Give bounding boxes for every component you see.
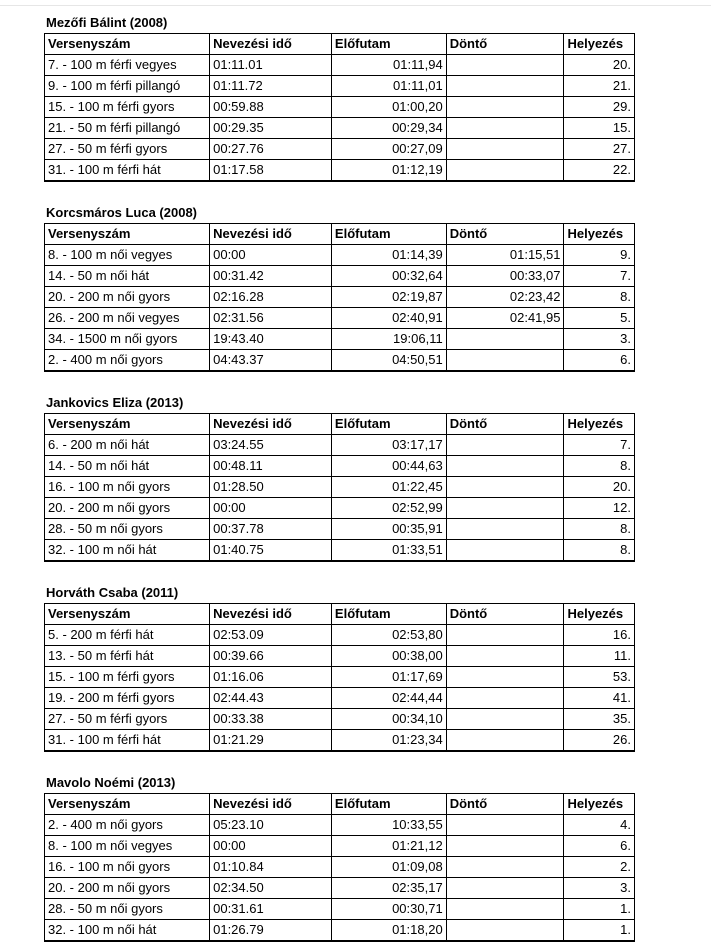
entry-time-cell: 00:27.76 [210,139,332,160]
entry-time-cell: 01:28.50 [210,477,332,498]
event-cell: 32. - 100 m női hát [45,540,210,562]
heat-cell: 02:35,17 [331,878,446,899]
results-table [44,33,635,182]
column-header-event: Versenyszám [45,224,210,245]
final-cell: 02:41,95 [446,308,564,329]
swimmer-section [44,12,635,182]
table-row [45,646,635,667]
entry-time-cell: 01:26.79 [210,920,332,942]
column-header-final: Döntő [446,414,564,435]
swimmer-section [44,392,635,562]
heat-cell: 00:35,91 [331,519,446,540]
place-cell: 27. [564,139,635,160]
final-cell [446,139,564,160]
heat-cell: 00:27,09 [331,139,446,160]
column-header-place: Helyezés [564,34,635,55]
results-table [44,793,635,942]
place-cell: 21. [564,76,635,97]
swimmer-section [44,772,635,942]
place-cell: 11. [564,646,635,667]
column-header-place: Helyezés [564,224,635,245]
event-cell: 14. - 50 m női hát [45,456,210,477]
event-cell: 27. - 50 m férfi gyors [45,139,210,160]
entry-time-cell: 00:37.78 [210,519,332,540]
swimmer-section [44,582,635,752]
heat-cell: 02:19,87 [331,287,446,308]
heat-cell: 01:33,51 [331,540,446,562]
table-row [45,730,635,752]
final-cell [446,97,564,118]
entry-time-cell: 00:00 [210,245,332,266]
heat-cell: 00:29,34 [331,118,446,139]
event-cell: 34. - 1500 m női gyors [45,329,210,350]
heat-cell: 00:32,64 [331,266,446,287]
final-cell [446,646,564,667]
place-cell: 6. [564,836,635,857]
entry-time-cell: 00:59.88 [210,97,332,118]
final-cell [446,118,564,139]
place-cell: 20. [564,477,635,498]
swimmer-name-title: Korcsmáros Luca (2008) [46,205,198,220]
heat-cell: 01:22,45 [331,477,446,498]
event-cell: 16. - 100 m női gyors [45,477,210,498]
entry-time-cell: 00:00 [210,836,332,857]
event-cell: 6. - 200 m női hát [45,435,210,456]
event-cell: 31. - 100 m férfi hát [45,730,210,752]
heat-cell: 02:40,91 [331,308,446,329]
place-cell: 3. [564,329,635,350]
heat-cell: 01:12,19 [331,160,446,182]
column-header-heat: Előfutam [331,794,446,815]
results-table [44,603,635,752]
column-header-final: Döntő [446,794,564,815]
final-cell [446,477,564,498]
event-cell: 2. - 400 m női gyors [45,350,210,372]
event-cell: 21. - 50 m férfi pillangó [45,118,210,139]
final-cell [446,857,564,878]
table-row [45,456,635,477]
column-header-heat: Előfutam [331,604,446,625]
heat-cell: 01:21,12 [331,836,446,857]
heat-cell: 00:44,63 [331,456,446,477]
entry-time-cell: 04:43.37 [210,350,332,372]
header-row [45,794,635,815]
event-cell: 9. - 100 m férfi pillangó [45,76,210,97]
heat-cell: 03:17,17 [331,435,446,456]
entry-time-cell: 01:40.75 [210,540,332,562]
final-cell [446,350,564,372]
final-cell: 01:15,51 [446,245,564,266]
place-cell: 15. [564,118,635,139]
entry-time-cell: 01:17.58 [210,160,332,182]
column-header-final: Döntő [446,604,564,625]
event-cell: 27. - 50 m férfi gyors [45,709,210,730]
entry-time-cell: 01:16.06 [210,667,332,688]
event-cell: 15. - 100 m férfi gyors [45,97,210,118]
table-row [45,540,635,562]
place-cell: 20. [564,55,635,76]
heat-cell: 00:38,00 [331,646,446,667]
entry-time-cell: 01:11.01 [210,55,332,76]
entry-time-cell: 01:10.84 [210,857,332,878]
final-cell [446,329,564,350]
final-cell [446,456,564,477]
place-cell: 6. [564,350,635,372]
heat-cell: 00:30,71 [331,899,446,920]
entry-time-cell: 00:31.61 [210,899,332,920]
place-cell: 35. [564,709,635,730]
swimmer-name-title: Mavolo Noémi (2013) [46,775,176,790]
final-cell [446,836,564,857]
place-cell: 22. [564,160,635,182]
column-header-event: Versenyszám [45,604,210,625]
column-header-entry-time: Nevezési idő [210,604,332,625]
entry-time-cell: 00:39.66 [210,646,332,667]
final-cell [446,709,564,730]
table-row [45,688,635,709]
swimmer-section [44,202,635,372]
final-cell: 02:23,42 [446,287,564,308]
column-header-event: Versenyszám [45,794,210,815]
event-cell: 20. - 200 m női gyors [45,878,210,899]
final-cell: 00:33,07 [446,266,564,287]
table-row [45,667,635,688]
heat-cell: 00:34,10 [331,709,446,730]
column-header-place: Helyezés [564,794,635,815]
heat-cell: 01:00,20 [331,97,446,118]
event-cell: 19. - 200 m férfi gyors [45,688,210,709]
place-cell: 16. [564,625,635,646]
column-header-event: Versenyszám [45,34,210,55]
place-cell: 4. [564,815,635,836]
event-cell: 31. - 100 m férfi hát [45,160,210,182]
table-row [45,878,635,899]
table-row [45,55,635,76]
entry-time-cell: 19:43.40 [210,329,332,350]
entry-time-cell: 00:48.11 [210,456,332,477]
event-cell: 13. - 50 m férfi hát [45,646,210,667]
final-cell [446,435,564,456]
entry-time-cell: 00:00 [210,498,332,519]
place-cell: 1. [564,899,635,920]
header-row [45,604,635,625]
entry-time-cell: 01:21.29 [210,730,332,752]
heat-cell: 02:52,99 [331,498,446,519]
column-header-heat: Előfutam [331,414,446,435]
place-cell: 2. [564,857,635,878]
event-cell: 2. - 400 m női gyors [45,815,210,836]
heat-cell: 01:09,08 [331,857,446,878]
event-cell: 16. - 100 m női gyors [45,857,210,878]
table-row [45,287,635,308]
column-header-entry-time: Nevezési idő [210,34,332,55]
table-row [45,625,635,646]
table-row [45,308,635,329]
place-cell: 53. [564,667,635,688]
final-cell [446,899,564,920]
final-cell [446,878,564,899]
table-row [45,519,635,540]
header-row [45,34,635,55]
event-cell: 20. - 200 m női gyors [45,287,210,308]
place-cell: 8. [564,287,635,308]
heat-cell: 01:11,01 [331,76,446,97]
heat-cell: 01:11,94 [331,55,446,76]
swimmer-name-title: Horváth Csaba (2011) [46,585,179,600]
header-row [45,414,635,435]
final-cell [446,160,564,182]
table-row [45,709,635,730]
final-cell [446,730,564,752]
final-cell [446,519,564,540]
place-cell: 29. [564,97,635,118]
heat-cell: 10:33,55 [331,815,446,836]
place-cell: 41. [564,688,635,709]
event-cell: 28. - 50 m női gyors [45,519,210,540]
event-cell: 20. - 200 m női gyors [45,498,210,519]
place-cell: 8. [564,456,635,477]
place-cell: 7. [564,266,635,287]
table-row [45,920,635,942]
entry-time-cell: 00:29.35 [210,118,332,139]
table-row [45,857,635,878]
column-header-place: Helyezés [564,414,635,435]
final-cell [446,76,564,97]
final-cell [446,920,564,942]
table-row [45,477,635,498]
heat-cell: 02:44,44 [331,688,446,709]
column-header-entry-time: Nevezési idő [210,794,332,815]
event-cell: 14. - 50 m női hát [45,266,210,287]
table-row [45,329,635,350]
heat-cell: 01:17,69 [331,667,446,688]
final-cell [446,540,564,562]
event-cell: 32. - 100 m női hát [45,920,210,942]
swimmer-name-title: Mezőfi Bálint (2008) [46,15,168,30]
event-cell: 26. - 200 m női vegyes [45,308,210,329]
table-row [45,118,635,139]
entry-time-cell: 02:16.28 [210,287,332,308]
place-cell: 9. [564,245,635,266]
results-table [44,223,635,372]
event-cell: 28. - 50 m női gyors [45,899,210,920]
heat-cell: 04:50,51 [331,350,446,372]
entry-time-cell: 01:11.72 [210,76,332,97]
table-row [45,435,635,456]
event-cell: 5. - 200 m férfi hát [45,625,210,646]
final-cell [446,688,564,709]
heat-cell: 19:06,11 [331,329,446,350]
place-cell: 26. [564,730,635,752]
column-header-heat: Előfutam [331,34,446,55]
table-row [45,245,635,266]
results-table [44,413,635,562]
column-header-entry-time: Nevezési idő [210,224,332,245]
entry-time-cell: 00:31.42 [210,266,332,287]
table-row [45,899,635,920]
event-cell: 8. - 100 m női vegyes [45,836,210,857]
event-cell: 15. - 100 m férfi gyors [45,667,210,688]
entry-time-cell: 00:33.38 [210,709,332,730]
heat-cell: 02:53,80 [331,625,446,646]
column-header-place: Helyezés [564,604,635,625]
table-row [45,76,635,97]
swimmer-name-title: Jankovics Eliza (2013) [46,395,184,410]
heat-cell: 01:18,20 [331,920,446,942]
heat-cell: 01:14,39 [331,245,446,266]
column-header-final: Döntő [446,34,564,55]
table-row [45,498,635,519]
place-cell: 8. [564,519,635,540]
place-cell: 1. [564,920,635,942]
entry-time-cell: 03:24.55 [210,435,332,456]
final-cell [446,815,564,836]
table-row [45,815,635,836]
event-cell: 7. - 100 m férfi vegyes [45,55,210,76]
table-row [45,97,635,118]
top-divider [0,5,711,6]
place-cell: 7. [564,435,635,456]
entry-time-cell: 02:44.43 [210,688,332,709]
column-header-final: Döntő [446,224,564,245]
entry-time-cell: 02:31.56 [210,308,332,329]
column-header-event: Versenyszám [45,414,210,435]
entry-time-cell: 02:53.09 [210,625,332,646]
final-cell [446,498,564,519]
event-cell: 8. - 100 m női vegyes [45,245,210,266]
place-cell: 8. [564,540,635,562]
table-row [45,160,635,182]
place-cell: 3. [564,878,635,899]
final-cell [446,55,564,76]
final-cell [446,625,564,646]
entry-time-cell: 02:34.50 [210,878,332,899]
entry-time-cell: 05:23.10 [210,815,332,836]
table-row [45,350,635,372]
column-header-heat: Előfutam [331,224,446,245]
table-row [45,266,635,287]
place-cell: 12. [564,498,635,519]
header-row [45,224,635,245]
final-cell [446,667,564,688]
table-row [45,139,635,160]
place-cell: 5. [564,308,635,329]
table-row [45,836,635,857]
column-header-entry-time: Nevezési idő [210,414,332,435]
heat-cell: 01:23,34 [331,730,446,752]
